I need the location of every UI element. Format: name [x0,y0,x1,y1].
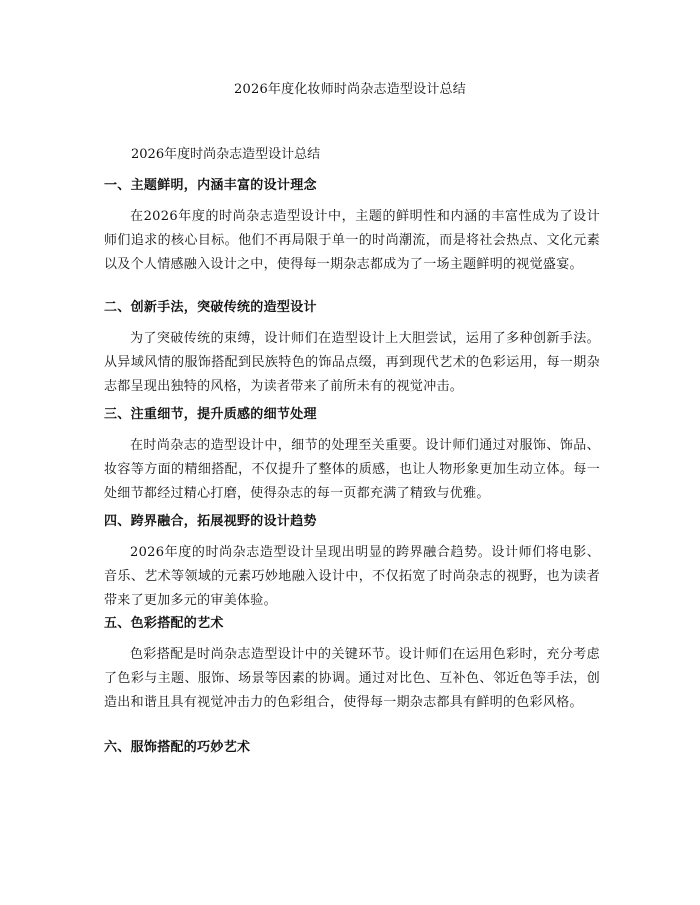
section-heading-3: 三、注重细节，提升质感的细节处理 [104,407,317,422]
document-subtitle: 2026年度时尚杂志造型设计总结 [131,147,321,162]
section-heading-5: 五、色彩搭配的艺术 [104,616,224,631]
section-body-1: 在2026年度的时尚杂志造型设计中，主题的鲜明性和内涵的丰富性成为了设计师们追求的核心目标。他们不再局限于单一的时尚潮流，而是将社会热点、文化元素以及个人情感融入设计之中，使得每一期杂志都成为了一场主题鲜明的视觉盛宴。 [104,209,600,272]
section-body-4: 2026年度的时尚杂志造型设计呈现出明显的跨界融合趋势。设计师们将电影、音乐、艺术等领域的元素巧妙地融入设计中，不仅拓宽了时尚杂志的视野，也为读者带来了更加多元的审美体验。 [104,545,600,608]
section-body-3: 在时尚杂志的造型设计中，细节的处理至关重要。设计师们通过对服饰、饰品、妆容等方面的精细搭配，不仅提升了整体的质感，也让人物形象更加生动立体。每一处细节都经过精心打磨，使得杂志的每一页都充满了精致与优雅。 [104,438,600,501]
section-body-5: 色彩搭配是时尚杂志造型设计中的关键环节。设计师们在运用色彩时，充分考虑了色彩与主题、服饰、场景等因素的协调。通过对比色、互补色、邻近色等手法，创造出和谐且具有视觉冲击力的色彩组合，使得每一期杂志都具有鲜明的色彩风格。 [104,647,600,710]
section-body-2: 为了突破传统的束缚，设计师们在造型设计上大胆尝试，运用了多种创新手法。从异域风情的服饰搭配到民族特色的饰品点缀，再到现代艺术的色彩运用，每一期杂志都呈现出独特的风格，为读者带来了前所未有的视觉冲击。 [104,331,600,394]
section-heading-4: 四、跨界融合，拓展视野的设计趋势 [104,514,317,529]
section-heading-1: 一、主题鲜明，内涵丰富的设计理念 [104,178,317,193]
document-title: 2026年度化妆师时尚杂志造型设计总结 [234,82,466,97]
section-heading-6: 六、服饰搭配的巧妙艺术 [104,740,251,755]
section-heading-2: 二、创新手法，突破传统的造型设计 [104,300,317,315]
